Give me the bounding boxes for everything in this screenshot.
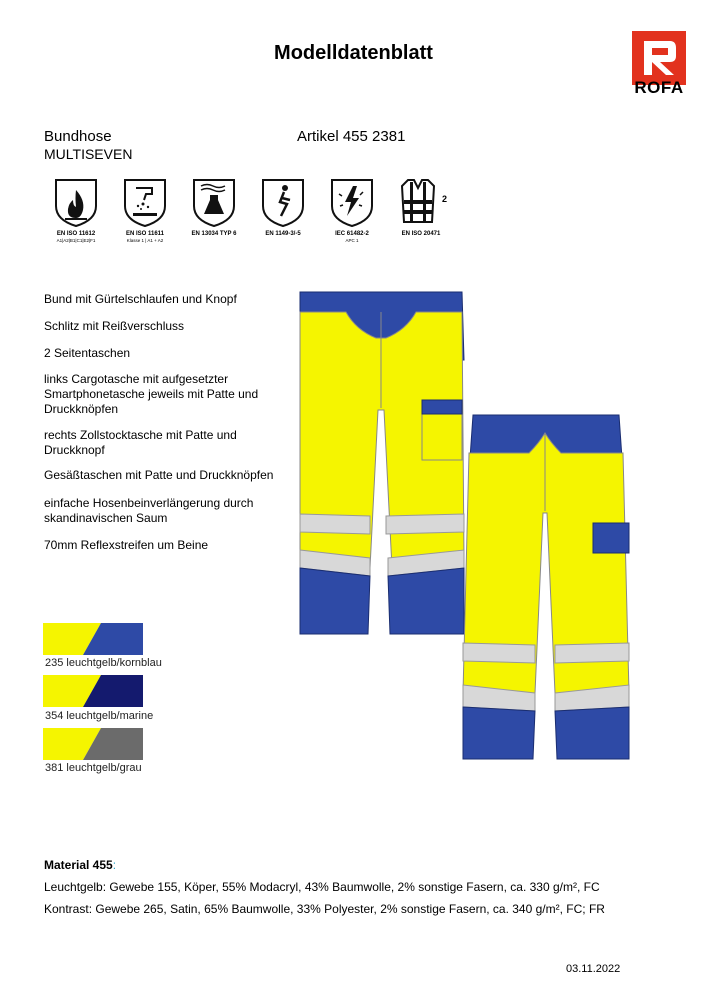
norm-label: EN ISO 11612	[56, 231, 96, 237]
material-title-colon: :	[112, 858, 117, 872]
color-label: 381 leuchtgelb/grau	[45, 762, 142, 774]
norm-en-iso-11612	[37, 178, 115, 244]
feature-item: Gesäßtaschen mit Patte und Druckknöpfen	[44, 468, 274, 482]
document-date: 03.11.2022	[566, 963, 621, 975]
class-number: 2	[442, 194, 448, 204]
trousers-front-illustration	[296, 290, 466, 638]
feature-item: Schlitz mit Reißverschluss	[44, 319, 185, 333]
feature-item: Bund mit Gürtelschlaufen und Knopf	[44, 292, 237, 306]
norm-label: EN 1149-3/-5	[265, 231, 301, 237]
welding-icon	[122, 178, 168, 228]
norm-label: EN ISO 20471	[401, 231, 441, 237]
flame-icon	[53, 178, 99, 228]
norm-en-iso-20471	[382, 178, 460, 238]
norm-label: IEC 61482-2	[335, 231, 369, 237]
material-line: Kontrast: Gewebe 265, Satin, 65% Baumwolle, 33% Polyester, 2% sonstige Fasern, ca. 340 g/m², FC; FR	[44, 902, 605, 916]
product-name: Bundhose	[44, 128, 112, 145]
norm-label: EN 13034 TYP 6	[191, 231, 237, 237]
feature-item: 70mm Reflexstreifen um Beine	[44, 538, 209, 552]
page-title: Modelldatenblatt	[274, 42, 433, 64]
material-title	[44, 858, 116, 872]
material-title-text: Material 455	[44, 858, 113, 872]
product-line: MULTISEVEN	[44, 146, 133, 162]
norm-en-iso-11611	[106, 178, 184, 244]
norm-iec-61482	[313, 178, 391, 244]
hi-vis-icon	[392, 178, 450, 228]
feature-item: einfache Hosenbeinverlängerung durch skandinavischen Saum	[44, 496, 254, 525]
norm-en-13034	[175, 178, 253, 238]
article-number: Artikel 455 2381	[297, 128, 406, 145]
color-label: 354 leuchtgelb/marine	[45, 710, 154, 722]
color-swatch-235	[43, 623, 143, 655]
norm-sub: APC 1	[345, 238, 359, 243]
color-swatch-354	[43, 675, 143, 707]
norm-sub: Klasse 1 | A1 + A2	[126, 238, 164, 243]
color-label: 235 leuchtgelb/kornblau	[45, 657, 162, 669]
feature-item: rechts Zollstocktasche mit Patte und Druckknopf	[44, 428, 237, 457]
material-line: Leuchtgelb: Gewebe 155, Köper, 55% Modacryl, 43% Baumwolle, 2% sonstige Fasern, ca. 330 g/m², FC	[44, 880, 600, 894]
norm-en-1149	[244, 178, 322, 238]
antistatic-icon	[260, 178, 306, 228]
feature-item: links Cargotasche mit aufgesetzter Smartphonetasche jeweils mit Patte und Druckknöpfen	[44, 372, 259, 416]
norm-sub: A1|A2|B1|C1|E2|F1	[56, 238, 96, 243]
color-swatch-381	[43, 728, 143, 760]
feature-item: 2 Seitentaschen	[44, 346, 131, 360]
brand-name: ROFA	[634, 78, 684, 97]
norm-label: EN ISO 11611	[125, 231, 165, 237]
electric-arc-icon	[329, 178, 375, 228]
trousers-back-illustration	[459, 413, 631, 763]
chemical-icon	[191, 178, 237, 228]
